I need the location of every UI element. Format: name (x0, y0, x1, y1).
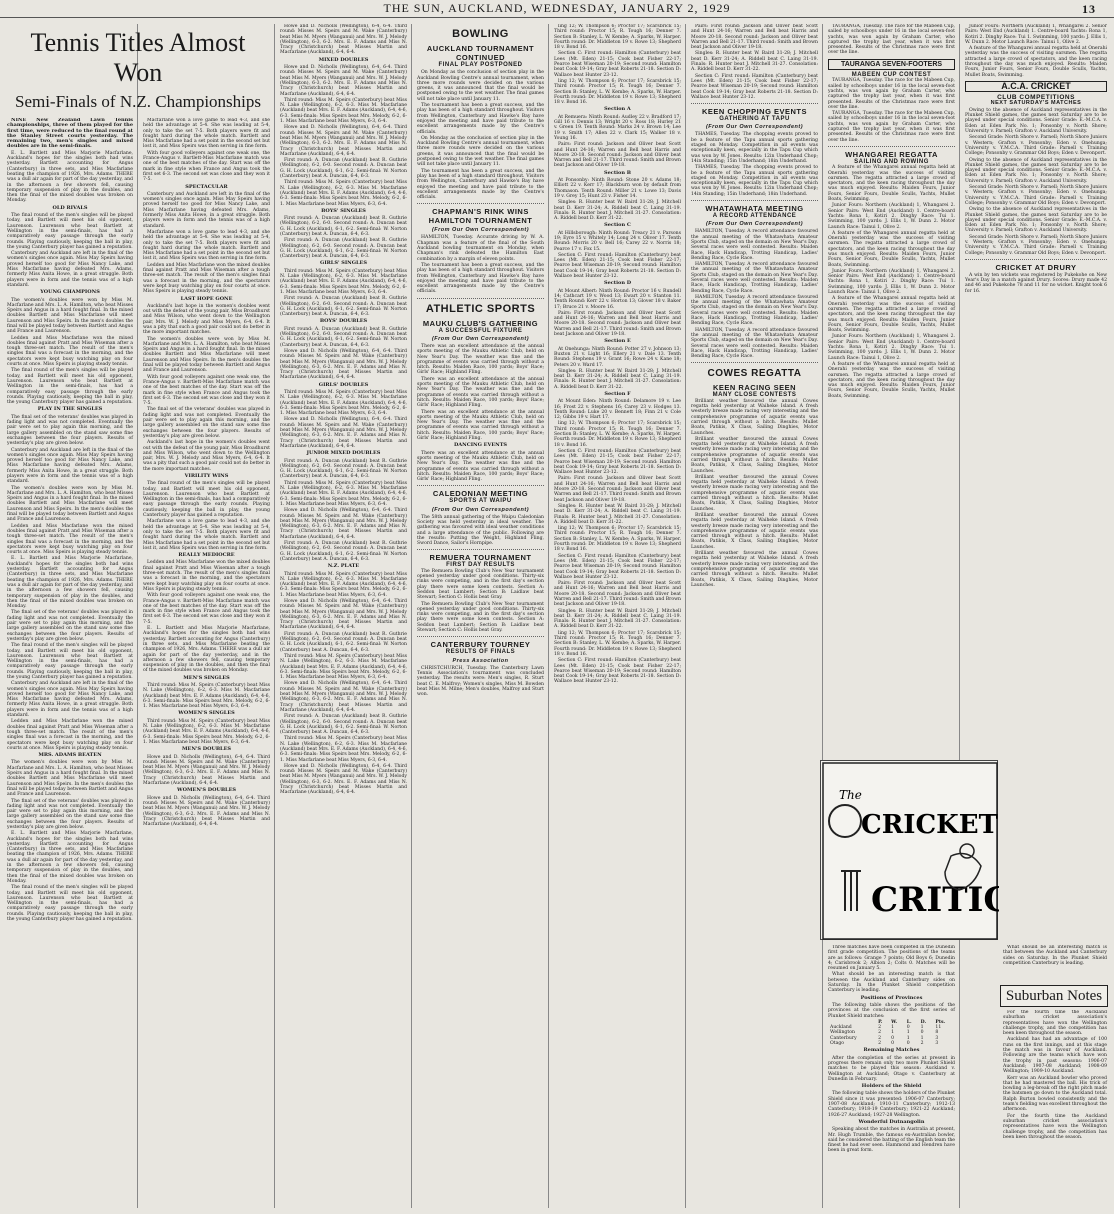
article-paragraph: Canterbury and Auckland are left in the final of the women's singles once again. Miss May Speirs having proved herself too good for Miss Nancy Lake, and Miss Macfarlane having defeated Mrs. Adams, formerly Miss Anita Howe, in a great struggle. Both players were in form and the tennis was of a high standard. (7, 447, 133, 485)
article-paragraph: Singles: R. Hunter beat W. Baird 31-28; J. Mitchell beat D. Kerr 31-24; A. Riddell beat C. Laing 31-19. Finals: R. Hunter beat J. Mitchell 31-27. Consolation: A. Riddell beat D. Kerr 31-22. (554, 608, 681, 630)
tauranga-title: TAURANGA SEVEN-FOOTERS (828, 59, 955, 70)
table-cell: 2 (920, 1041, 924, 1047)
article-paragraph: Canterbury and Auckland are left in the final of the women's singles once again. Miss May Speirs having proved herself too good for Miss Nancy Lake, and Miss Macfarlane having defeated Mrs. Adams, formerly Miss Anita Howe, in a great struggle. Both players were in form and the tennis was of a high standard. (143, 191, 270, 229)
article-paragraph: With four good volleyers against one weak one, the France-Angus v. Bartlett-Miss Macfarlane match was one of the best matches of the day. Start was off the mark in fine style when France and Angus took the first set 6-3. The second set was close and they won it 7-5. (143, 593, 270, 625)
subhead-last-hope: LAST HOPE GONE (180, 295, 233, 302)
article-paragraph: Second Grade: North Shore v. Parnell; North Shore Juniors v. Western; Grafton v. Ponsonby; Eden v. Onehunga; University v. Y.M.C.A. Third Grade: Parnell v. Training College; Ponsonby v. Grammar Old Boys; Eden v. Devonport. (965, 234, 1107, 256)
article-paragraph: First round: A. Duncan (Auckland) beat R. Guthrie (Wellington), 6-2, 6-0. Second round: A. Duncan beat G. H. Lock (Auckland), 6-1, 6-2. Semi-final: W. Norton (Canterbury) beat A. Duncan, 6-4, 6-3. (280, 238, 407, 260)
subhead-mens-singles: MEN'S SINGLES (183, 674, 230, 681)
divider (417, 298, 544, 299)
article-paragraph: The final set of the veterans' doubles was played in fading light and was not completed. Eventually the pair were set to play again this morning, and the large gallery assembled on the stand saw some fine exchanges between the four players. Results of yesterday's play are given below. (7, 610, 133, 642)
article-paragraph: Third round: Miss M. Speirs (Canterbury) beat Miss N. Lake (Wellington), 6-2, 6-3. Miss M. Macfarlane (Auckland) beat Mrs. E. F. Adams (Auckland), 6-4, 4-6, 6-3. Semi-finals: Miss Speirs beat Mrs. Melody, 6-2, 6-1. Miss Macfarlane beat Miss Myers, 6-3, 6-4. (280, 653, 407, 681)
article-paragraph: For the fourth time the Auckland suburban cricket association's representatives have won the Wellington challenge trophy, and the competition has been keen throughout the season. (1003, 1010, 1107, 1037)
article-paragraph: At Onehunga: Ninth Round: Potter 27 v. Johnson 13; Buxton 21 v. Light 16; Ellery 21 v. Dale 13. Tenth Round: Stephens 19 v. Grant 16; Rowe 24 v. Kane 18; Peters 20 v. Ward 17. (554, 346, 681, 368)
svg-text:The: The (839, 788, 862, 802)
article-paragraph: Second Grade: North Shore v. Parnell; North Shore Juniors v. Western; Grafton v. Ponsonby; Eden v. Onehunga; University v. Y.M.C.A. Third Grade: Parnell v. Training College; Ponsonby v. Grammar Old Boys; Eden v. Devonport. (965, 135, 1107, 157)
column-8-mid (1000, 945, 1110, 983)
article-paragraph: Brilliant weather favoured the annual Cowes regatta held yesterday at Waiheke Island. A fresh westerly breeze made racing very interesting and the comprehensive programme of aquatic events was carried through without a hitch. Results: Mullet Boats, Patikis, X Class, Sailing Dinghies, Motor Launches. (691, 398, 818, 436)
press-association: Press Association (452, 657, 509, 664)
remuera-title: REMUERA TOURNAMENT (429, 553, 532, 563)
correspondent-line: (From Our Own Correspondent) (431, 335, 530, 342)
article-paragraph: Canterbury and Auckland are left in the final of the women's singles once again. Miss May Speirs having proved herself too good for Miss Nancy Lake, and Miss Macfarlane having defeated Mrs. Adams, formerly Miss Anita Howe, in a great struggle. Both players were in form and the tennis was of a high standard. (7, 251, 133, 288)
column-rule (822, 24, 823, 1208)
critic-column (825, 945, 958, 1208)
chopping-title: KEEN CHOPPING EVENTS (701, 107, 808, 117)
article-paragraph: The 58th annual gathering of the Waipu Caledonian Society was held yesterday in ideal weather. The gathering was favoured with ideal weather conditions and a large attendance of the public. Following are the results: Putting the Weight, Highland Fling, Sword Dance, Sailor's Hornpipe. (417, 514, 544, 547)
svg-text:CRITIC: CRITIC (871, 880, 999, 920)
article-paragraph: The Remuera Bowling Club's New Year tournament opened yesterday under good conditions. Thirty-six rinks were competing, and in the first day's section play there were some keen contests. Section A: Seddon beat Lambert; Section B: Laidlaw beat Stewart; Section C: Hollis beat Gray. (417, 568, 544, 601)
article-paragraph: HAMILTON, Tuesday. A record attendance favoured the annual meeting of the Whatawhata Amateur Sports Club, staged on the domain on New Year's Day. Several races were well contested. Results: Maiden Race, Hack Handicap, Trotting Handicap, Ladies' Bending Race, Cycle Race. (691, 294, 818, 327)
article-paragraph: The following table shows the positions of the provinces at the conclusion of the first series of Plunket Shield matches: (828, 1002, 955, 1019)
article-paragraph: HAMILTON, Tuesday. Accurate driving by W. A. Chapman was a feature of the final of the South Auckland bowling tournament on Monday, when Chapman's rink defeated the Hamilton East combination by a margin of eleven points. (417, 235, 544, 262)
subhead-section-b: Section B (604, 169, 631, 176)
table-cell: 0 (906, 1025, 910, 1031)
article-paragraph: A win by ten wickets was registered by Pukekohe on New Year's Day in a match against Drury. Scores: Drury made 42 and 46 and Pukekohe 78 and 11 for no wicket. Knight took 6 for 16. (965, 272, 1107, 294)
article-paragraph: Singles: R. Hunter beat W. Baird 31-28; J. Mitchell beat D. Kerr 31-24; A. Riddell beat C. Laing 31-19. Finals: R. Hunter beat J. Mitchell 31-27. Consolation: A. Riddell beat D. Kerr 31-22. (691, 51, 818, 73)
article-paragraph: Howe and D. Nicholls (Wellington), 6-4, 6-4. Third round: Misses M. Speirs and M. Wake (Canterbury) beat Miss M. Myers (Wanganui) and Mrs. W. J. Melody (Wellington), 6-3, 6-2. Mrs. E. F. Adams and Miss N. Tracy (Christchurch) beat Misses Martin and Macfarlane (Auckland), 6-4, 6-4. (280, 417, 407, 449)
page-number: 13 (1082, 2, 1096, 16)
column-1 (4, 118, 136, 1208)
aca-cricket-title: A.C.A. CRICKET (965, 81, 1107, 92)
article-paragraph: Ledden and Miss Macfarlane won the mixed doubles final against Pratt and Miss Wiseman after a tough three-set match. The result of the men's singles final was a forecast in the morning, and the spectators were kept busy watching play on four courts at once. Miss Speirs is playing steady tennis. (143, 560, 271, 592)
article-paragraph: A feature of the Whangarei annual regatta held at Onerahi yesterday was the success of visiting oarsmen. The regatta attracted a large crowd of spectators, and the keen racing throughout the day was much enjoyed. Results: Maiden Fours, Junior Fours, Senior Fours, Double Sculls, Yachts, Mullet Boats, Swimming. (965, 46, 1107, 78)
article-paragraph: TAURANGA, Tuesday. The race for the Mabeen Cup, sailed by schoolboys under 16 in the local seven-foot yachts, was won again by Graham Carter, who captured the trophy last year, when it was first presented. Results of the Christmas race were first over the line. (828, 78, 955, 110)
article-paragraph: The women's doubles were won by Miss M. Macfarlane and Mrs. L. A. Hamilton, who beat Misses Speirs and Angus in a hard fought final. In the mixed doubles Bartlett and Miss Macfarlane will meet Laurenson and Miss Speirs. In the men's doubles the final will be played today between Bartlett and Angus and France and Laurenson. (7, 760, 133, 798)
article-paragraph: A feature of the Whangarei annual regatta held at Onerahi yesterday was the success of visiting oarsmen. The regatta attracted a large crowd of spectators, and the keen racing throughout the day was much enjoyed. Results: Maiden Fours, Junior Fours, Senior Fours, Double Sculls, Yachts, Mullet Boats, Swimming. (828, 296, 955, 334)
article-paragraph: First round: A. Duncan (Auckland) beat R. Guthrie (Wellington), 6-2, 6-0. Second round: A. Duncan beat G. H. Lock (Auckland), 6-1, 6-2. Semi-final: W. Norton (Canterbury) beat A. Duncan, 6-4, 6-3. (280, 326, 407, 348)
article-paragraph: Pairs: First round: Jackson and Oliver beat Scott and Hunt 24-16; Warren and Bell beat Harris and Moore 20-18. Second round: Jackson and Oliver beat Warren and Bell 21-17. Third round: Smith and Brown beat Jackson and Oliver 19-18. (691, 24, 818, 51)
column-2 (140, 118, 273, 1208)
table-cell: 11 (935, 1025, 942, 1031)
subhead-mixed-doubles: MIXED DOUBLES (318, 56, 369, 63)
subhead-spectacular: SPECTACULAR (185, 183, 228, 190)
article-paragraph: Section C: First round: Hamilton (Canterbury) beat Lees (Mt. Eden) 21-15; Cook beat Fisher 22-17; Pearce beat Wiseman 20-19; Second round: Hamilton beat Cook 19-14; Gray beat Roberts 21-18. Section D: Wallace beat Hunter 23-12. (554, 448, 681, 476)
finals-title: RESULTS OF FINALS (445, 649, 516, 656)
article-paragraph: At Ponsonby: Ninth Round: Stone 20 v. Adams 18; Elliott 22 v. Kerr 17; Blackburn won by default from Thomason. Tenth Round: Miller 21 v. Lowe 13; Davis 19 v. Grey 15; Hunt 23 v. Fisher 14. (554, 178, 681, 199)
article-paragraph: HAMILTON, Tuesday. A record attendance favoured the annual meeting of the Whatawhata Amateur Sports Club, staged on the domain on New Year's Day. Several races were well contested. Results: Maiden Race, Hack Handicap, Trotting Handicap, Ladies' Bending Race, Cycle Race. (691, 262, 818, 294)
table-cell: 1 (920, 1025, 924, 1031)
article-paragraph: The final round of the men's singles will be played today, and Bartlett will meet his old opponent, Laurenson. Laurenson who beat Bartlett at Wellington in the semi-finals, has had a comparatively easy passage through the early rounds. Playing cautiously, keeping the ball in play, the young Canterbury player has gained a reputation. (143, 481, 270, 519)
article-paragraph: HAMILTON, Tuesday. A record attendance favoured the annual meeting of the Whatawhata Amateur Sports Club, staged on the domain on New Year's Day. Several races were well contested. Results: Maiden Race, Hack Handicap, Trotting Handicap, Ladies' Bending Race, Cycle Race. (691, 229, 818, 261)
article-paragraph: The tournament has been a great success, and the play has been of a high standard throughout. Visitors from Wellington, Canterbury and Hawke's Bay have enjoyed the meeting and have paid tribute to the excellent arrangements made by the Centre's officials. (417, 103, 544, 135)
article-paragraph: Three matches have been completed in the Dunedin first grade competition. The positions of the teams are as follows: Grange 7 points; Old Boys 6; Dunedin 4; Carisbrook 2; Albion 2; Colts 0. Matches will be resumed on January 5. (828, 945, 955, 972)
article-paragraph: Section C: First round: Hamilton (Canterbury) beat Lees (Mt. Eden) 21-15; Cook beat Fisher 22-17; Pearce beat Wiseman 20-19; Second round: Hamilton beat Cook 19-14; Gray beat Roberts 21-18. Section D: Wallace beat Hunter 23-12. (554, 51, 681, 78)
table-cell: Canterbury (830, 1035, 857, 1041)
table-cell: 2 (878, 1025, 881, 1031)
subhead-mrs-adams: MRS. ADAMS BEATEN (38, 752, 102, 759)
canterbury-title: CANTERBURY TOURNEY (430, 640, 531, 650)
sports-waipu-title: SPORTS AT WAIPU (449, 498, 512, 505)
article-paragraph: CHRISTCHURCH, Tuesday. The Canterbury Lawn Tennis Association's tournament was concluded yesterday. The results were: Men's singles, R. Sturt beat C. E. Malfroy; Women's singles, Miss M. Bowden beat Miss M. Milne; Men's doubles, Malfroy and Sturt won. (417, 665, 544, 698)
article-paragraph: Macfarlane won a love game to lead 4-3, and she held the advantage at 5-4. She was leading at 5-4, only to take the set 7-5. Both players were fit and fought hard during the whole match. Bartlett and Miss Macfarlane had a set point in the second set but lost it, and Miss Speirs was then serving in fine form. (143, 519, 270, 551)
article-paragraph: A feature of the Whangarei annual regatta held at Onerahi yesterday was the success of visiting oarsmen. The regatta attracted a large crowd of spectators, and the keen racing throughout the day was much enjoyed. Results: Maiden Fours, Junior Fours, Senior Fours, Double Sculls, Yachts, Mullet Boats, Swimming. (828, 230, 955, 268)
article-paragraph: Auckland's last hope in the women's doubles went out with the defeat of the young pair, Miss Broadhurst and Miss Wilson, who went down to the Wellington pair, Mrs. W. J. Melody and Miss Myers, 6-4, 6-4. It was a pity that such a good pair could not do better in the more important matches. (143, 303, 270, 336)
article-paragraph: Singles: R. Hunter beat W. Baird 31-28; J. Mitchell beat D. Kerr 31-24; A. Riddell beat C. Laing 31-19. Finals: R. Hunter beat J. Mitchell 31-27. Consolation: A. Riddell beat D. Kerr 31-22. (554, 368, 681, 390)
article-paragraph: Third round: Miss M. Speirs (Canterbury) beat Miss N. Lake (Wellington), 6-2, 6-3. Miss M. Macfarlane (Auckland) beat Mrs. E. F. Adams (Auckland), 6-4, 4-6, 6-3. Semi-finals: Miss Speirs beat Mrs. Melody, 6-2, 6-1. Miss Macfarlane beat Miss Myers, 6-3, 6-4. (280, 390, 407, 417)
athletic-title: ATHLETIC SPORTS (425, 302, 536, 315)
tennis-semi-title: Semi-Finals of N.Z. Championships (14, 92, 262, 111)
article-paragraph: Auckland's last hope in the women's doubles went out with the defeat of the young pair, Miss Broadhurst and Miss Wilson, who went down to the Wellington pair, Mrs. W. J. Melody and Miss Myers, 6-4, 6-4. It was a pity that such a good pair could not do better in the more important matches. (143, 440, 270, 472)
divider (417, 636, 544, 637)
column-4 (414, 24, 547, 1208)
table-cell: Pts. (935, 1019, 946, 1025)
tennis-lede: NINE New Zealand Lawn Tennis championships, three of them played for the first time, were reduced to the final round at the Stanley Street courts yesterday. The remaining two, men's singles and mixed doubles are in the semi-finals. (7, 118, 133, 150)
article-paragraph: Singles: R. Hunter beat W. Baird 31-28; J. Mitchell beat D. Kerr 31-24; A. Riddell beat C. Laing 31-19. Finals: R. Hunter beat J. Mitchell 31-27. Consolation: A. Riddell beat D. Kerr 31-22. (554, 503, 681, 525)
table-cell: 2 (878, 1041, 881, 1047)
subhead-positions: Positions of Provinces (860, 994, 923, 1001)
table-cell: 0 (920, 1030, 924, 1036)
table-cell: W. (891, 1019, 898, 1025)
mauku-title: MAUKU CLUB'S GATHERING (422, 318, 539, 328)
article-paragraph: The tournament has been a great success, and the play has been of a high standard throughout. Visitors from Wellington, Canterbury and Hawke's Bay have enjoyed the meeting and have paid tribute to the excellent arrangements made by the Centre's officials. (417, 262, 544, 295)
article-paragraph: Howe and D. Nicholls (Wellington), 6-4, 6-4. Third round: Misses M. Speirs and M. Wake (Canterbury) beat Miss M. Myers (Wanganui) and Mrs. W. J. Melody (Wellington), 6-3, 6-2. Mrs. E. F. Adams and Miss N. Tracy (Christchurch) beat Misses Martin and Macfarlane (Auckland), 6-4, 6-4. (280, 125, 407, 157)
article-paragraph: The final round of the men's singles will be played today, and Bartlett will meet his old opponent, Laurenson. Laurenson who beat Bartlett at Wellington in the semi-finals, has had a comparatively easy passage through the early rounds. Playing cautiously, keeping the ball in play, the young Canterbury player has gained a reputation. (7, 885, 133, 923)
table-cell: 1 (891, 1030, 894, 1036)
sailing-title: SAILING AND ROWING (854, 158, 929, 165)
table-cell: 1 (891, 1025, 894, 1031)
article-paragraph: The final round of the men's singles will be played today, and Bartlett will meet his old opponent, Laurenson. Laurenson who beat Bartlett at Wellington in the semi-finals, has had a comparatively easy passage through the early rounds. Playing cautiously, keeping the ball in play, the young Canterbury player has gained a reputation. (7, 213, 133, 250)
subhead-boys-singles: BOYS' SINGLES (321, 207, 366, 214)
article-paragraph: At Remuera: Ninth Round: Audley 22 v. Bradford 17; Gill 16 v. Dennis 13; Wright 20 v. Ross 18; Hurley 21 v. Green 19. Tenth Round: Marks 24 v. Brown 14; Lee 19 v. Smith 17; Allen 22 v. Clark 15; Walker 18 v. Young 16. (554, 114, 681, 141)
article-paragraph: THAMES, Tuesday. The chopping events proved to be a feature of the Tapu annual sports gathering staged on Monday. Competition in all events was exceptionally keen, especially in the Tapu Cup which was won by W. Jones. Results: 12in Underhand Chop; 14in Standing; 15in Underhand; 18in Underhand. (691, 165, 818, 197)
article-paragraph: Ledden and Miss Macfarlane won the mixed doubles final against Pratt and Miss Wiseman after a tough three-set match. The result of the men's singles final was a forecast in the morning, and the spectators were kept busy watching play on four courts at once. Miss Speirs is playing steady tennis. (143, 262, 271, 295)
suburban-notes-title: Suburban Notes (1000, 985, 1108, 1007)
tennis-title: Tennis Titles Almost Won (30, 28, 246, 87)
subhead-womens-singles: WOMEN'S SINGLES (178, 710, 235, 717)
cricket-critic-logo (820, 760, 998, 940)
column-3 (277, 24, 410, 1208)
article-paragraph: Section C: First round: Hamilton (Canterbury) beat Lees (Mt. Eden) 21-15; Cook beat Fisher 22-17; Pearce beat Wiseman 20-19; Second round: Hamilton beat Cook 19-14; Gray beat Roberts 21-18. Section D: Wallace beat Hunter 23-12. (554, 553, 681, 580)
article-paragraph: First round: A. Duncan (Auckland) beat R. Guthrie (Wellington), 6-2, 6-0. Second round: A. Duncan beat G. H. Lock (Auckland), 6-1, 6-2. Semi-final: W. Norton (Canterbury) beat A. Duncan, 6-4, 6-3. (280, 216, 407, 237)
correspondent-line: (From Our Own Correspondent) (431, 227, 530, 234)
article-paragraph: THAMES, Tuesday. The chopping events proved to be a feature of the Tapu annual sports gathering staged on Monday. Competition in all events was exceptionally keen, especially in the Tapu Cup which was won by W. Jones. Results: 12in Underhand Chop; 14in Standing; 15in Underhand; 18in Underhand. (691, 132, 818, 164)
article-paragraph: Third round: Miss M. Speirs (Canterbury) beat Miss N. Lake (Wellington), 6-2, 6-3. Miss M. Macfarlane (Auckland) beat Mrs. E. F. Adams (Auckland), 6-4, 4-6, 6-3. Semi-finals: Miss Speirs beat Mrs. Melody, 6-2, 6-1. Miss Macfarlane beat Miss Myers, 6-3, 6-4. (280, 180, 407, 207)
table-cell: P. (878, 1019, 883, 1025)
article-paragraph: Auckland has had an advantage of 100 runs on the first innings, and at this stage the match was in favour of Auckland. Following are the teams which have won the trophy in past seasons: 1906-07 Auckland; 1907-08 Auckland; 1908-09 Wellington; 1909-10 Auckland. (1003, 1037, 1107, 1075)
table-row (828, 1030, 955, 1035)
caledonian-title: CALEDONIAN MEETING (432, 489, 529, 499)
subhead-nz-plate: N.Z. PLATE (327, 563, 360, 570)
close-contests-title: MANY CLOSE CONTESTS (712, 392, 797, 399)
suburban-column (1000, 1010, 1110, 1208)
column-8 (962, 24, 1110, 754)
article-paragraph: Third round: Miss M. Speirs (Canterbury) beat Miss N. Lake (Wellington), 6-2, 6-3. Miss M. Macfarlane (Auckland) beat Mrs. E. F. Adams (Auckland), 6-4, 4-6, 6-3. Semi-finals: Miss Speirs beat Mrs. Melody, 6-2, 6-1. Miss Macfarlane beat Miss Myers, 6-3, 6-4. (280, 480, 407, 507)
article-paragraph: First round: A. Duncan (Auckland) beat R. Guthrie (Wellington), 6-2, 6-0. Second round: A. Duncan beat G. H. Lock (Auckland), 6-1, 6-2. Semi-final: W. Norton (Canterbury) beat A. Duncan, 6-4, 6-3. (280, 458, 407, 480)
article-paragraph: Kerr was an Auckland bowler who proved that he had mastered the ball. His trick of bowling a leg-break off the right pitch made the batsmen go down to the Auckland total. Ralph Burton bowled consistently and the team's fielding was excellent throughout the afternoon. (1003, 1075, 1107, 1113)
subhead-section-e: Section E (604, 338, 631, 345)
article-paragraph: What should be an interesting match is that between the Auckland and Canterbury sides on Saturday. In the Plunket Shield competition Canterbury is leading. (828, 972, 955, 994)
article-paragraph: Howe and D. Nicholls (Wellington), 6-4, 6-4. Third round: Misses M. Speirs and M. Wake (Canterbury) beat Miss M. Myers (Wanganui) and Mrs. W. J. Melody (Wellington), 6-3, 6-2. Mrs. E. F. Adams and Miss N. Tracy (Christchurch) beat Misses Martin and Macfarlane (Auckland), 6-4, 6-4. (280, 24, 407, 56)
article-paragraph: There was an excellent attendance at the annual sports meeting of the Mauku Athletic Club, held on New Year's Day. The weather was fine and the programme of events was carried through without a hitch. Results: Maiden Race, 100 yards; Boys' Race; Girls' Race; Highland Fling. (417, 343, 544, 376)
first-day-title: FIRST DAY RESULTS (446, 562, 515, 569)
article-paragraph: Owing to the absence of Auckland representatives in the Plunket Shield games, the games next Saturday are to be played under special conditions. Senior Grade: E.-M.C.A. v. Eden at Eden Park No. 1; Ponsonby v. North Shore; University v. Parnell; Grafton v. Auckland University. (965, 107, 1107, 135)
article-paragraph: ling 12; W. Thompson 6; Proctor 17; Scarsbrick 15; Third round: Proctor 15; R. Tough 16; Denner 7. Section B: Stanley, L. W. Kembe; A. Sparks, W. Harper. Fourth round: Dr. Middleton 19 v. Rowe 13; Shepherd 18 v. Bond 16. (554, 630, 681, 657)
article-paragraph: Brilliant weather favoured the annual Cowes regatta held yesterday at Waiheke Island. A fresh westerly breeze made racing very interesting and the comprehensive programme of aquatic events was carried through without a hitch. Results: Mullet Boats, Patikis, X Class, Sailing Dinghies, Motor Launches. (691, 551, 818, 588)
table-cell: Auckland (830, 1025, 852, 1031)
article-paragraph: At Hillsborough: Ninth Round: Treacy 21 v. Parsons 19; Eyre 15 v. Whitely 14; Long 24 v. Oliver 17. Tenth Round: Morris 20 v. Bell 16; Carey 22 v. Norris 18; Pearce 17 v. Fox 15. (554, 230, 681, 252)
correspondent-line: (From Our Own Correspondent) (431, 506, 530, 513)
article-paragraph: Howe and D. Nicholls (Wellington), 6-4, 6-4. Third round: Misses M. Speirs and M. Wake (Canterbury) beat Miss M. Myers (Wanganui) and Mrs. W. J. Melody (Wellington), 6-3, 6-2. Mrs. E. F. Adams and Miss N. Tracy (Christchurch) beat Misses Martin and Macfarlane (Auckland), 6-4, 6-4. (143, 754, 270, 787)
article-paragraph: The women's doubles were won by Miss M. Macfarlane and Mrs. L. A. Hamilton, who beat Misses Speirs and Angus in a hard fought final. In the mixed doubles Bartlett and Miss Macfarlane will meet Laurenson and Miss Speirs. In the men's doubles the final will be played today between Bartlett and Angus and France and Laurenson. (7, 485, 133, 523)
article-paragraph: Brilliant weather favoured the annual Cowes regatta held yesterday at Waiheke Island. A fresh westerly breeze made racing very interesting and the comprehensive programme of aquatic events was carried through without a hitch. Results: Mullet Boats, Patikis, X Class, Sailing Dinghies, Motor Launches. (691, 436, 818, 474)
article-paragraph: Second Grade: North Shore v. Parnell; North Shore Juniors v. Western; Grafton v. Ponsonby; Eden v. Onehunga; University v. Y.M.C.A. Third Grade: Parnell v. Training College; Ponsonby v. Grammar Old Boys; Eden v. Devonport. (965, 185, 1107, 206)
article-paragraph: Section C: First round: Hamilton (Canterbury) beat Lees (Mt. Eden) 21-15; Cook beat Fisher 22-17; Pearce beat Wiseman 20-19; Second round: Hamilton beat Cook 19-14; Gray beat Roberts 21-18. Section D: Wallace beat Hunter 23-12. (554, 252, 681, 280)
mabeen-title: MABEEN CUP CONTEST (851, 72, 932, 79)
article-paragraph: At Mount Albert: Ninth Round: Proctor 16 v. Rundell 14; Cathcart 19 v. Wood 13; Ewart 20 v. Stanton 11. Tenth Round: Kerr 22 v. Horton 13; Glover 18 v. Baker 17; Bruce 21 v. Moore 16. (554, 288, 681, 310)
article-paragraph: ling 12; W. Thompson 6; Proctor 17; Scarsbrick 15; Third round: Proctor 15; R. Tough 16; Denner 7. Section B: Stanley, L. W. Kembe; A. Sparks, W. Harper. Fourth round: Dr. Middleton 19 v. Rowe 13; Shepherd 18 v. Bond 16. (554, 526, 681, 553)
bowling-sub2: FINAL PLAY POSTPONED (438, 62, 523, 68)
article-paragraph: Section C: First round: Hamilton (Canterbury) beat Lees (Mt. Eden) 21-15; Cook beat Fisher 22-17; Pearce beat Wiseman 20-19; Second round: Hamilton beat Cook 19-14; Gray beat Roberts 21-18. Section D: Wallace beat Hunter 23-12. (554, 658, 681, 685)
keen-racing-title: KEEN RACING SEEN (712, 383, 796, 393)
article-paragraph: What should be an interesting match is that between the Auckland and Canterbury sides on Saturday. In the Plunket Shield competition Canterbury is leading. (1003, 945, 1107, 966)
article-paragraph: With four good volleyers against one weak one, the France-Angus v. Bartlett-Miss Macfarlane match was one of the best matches of the day. Start was off the mark in fine style when France and Angus took the first set 6-3. The second set was close and they won it 7-5. (143, 374, 270, 407)
article-paragraph: Section C: First round: Hamilton (Canterbury) beat Lees (Mt. Eden) 21-15; Cook beat Fisher 22-17; Pearce beat Wiseman 20-19; Second round: Hamilton beat Cook 19-14; Gray beat Roberts 21-18. Section D: Wallace beat Hunter 23-12. (691, 73, 818, 100)
article-paragraph: First round: A. Duncan (Auckland) beat R. Guthrie (Wellington), 6-2, 6-0. Second round: A. Duncan beat G. H. Lock (Auckland), 6-1, 6-2. Semi-final: W. Norton (Canterbury) beat A. Duncan, 6-4, 6-3. (280, 714, 407, 736)
subhead-girls-doubles: GIRLS' DOUBLES (318, 381, 369, 388)
next-saturday-title: NEXT SATURDAY'S MATCHES (990, 99, 1082, 106)
article-paragraph: TAURANGA, Tuesday. The race for the Mabeen Cup, sailed by schoolboys under 16 in the local seven-foot yachts, was won again by Graham Carter, who captured the trophy last year, when it was first presented. Results of the Christmas race were first over the line. (828, 111, 955, 143)
article-paragraph: The final round of the men's singles will be played today, and Bartlett will meet his old opponent, Laurenson. Laurenson who beat Bartlett at Wellington in the semi-finals, has had a comparatively easy passage through the early rounds. Playing cautiously, keeping the ball in play, the young Canterbury player has gained a reputation. (7, 643, 133, 680)
record-title: A RECORD ATTENDANCE (712, 213, 797, 220)
article-paragraph: Third round: Miss M. Speirs (Canterbury) beat Miss N. Lake (Wellington), 6-2, 6-3. Miss M. Macfarlane (Auckland) beat Mrs. E. F. Adams (Auckland), 6-4, 4-6, 6-3. Semi-finals: Miss Speirs beat Mrs. Melody, 6-2, 6-1. Miss Macfarlane beat Miss Myers, 6-3, 6-4. (280, 736, 407, 763)
article-paragraph: TAURANGA, Tuesday. The race for the Mabeen Cup, sailed by schoolboys under 16 in the local seven-foot yachts, was won again by Graham Carter, who captured the trophy last year, when it was first presented. Results of the Christmas race were first over the line. (828, 24, 955, 56)
article-paragraph: Junior Fours: Northern (Auckland) 1, Whangarei 2. Senior Pairs: West End (Auckland) 1. Centre-board Yachts: Rona 1, Kotiri 2. Dinghy Race: Tui 1. Swimming, 100 yards: J. Ellis 1, W. Dunn 2. Motor Launch Race: Tainui 1, Olive 2. (965, 24, 1107, 45)
masthead-title: THE SUN, AUCKLAND, WEDNESDAY, JANUARY 2, 1929 (383, 1, 731, 15)
bowling-sub: AUCKLAND TOURNAMENT CONTINUED (426, 44, 535, 62)
divider (417, 485, 544, 486)
table-cell: 8 (935, 1030, 939, 1036)
article-paragraph: Howe and D. Nicholls (Wellington), 6-4, 6-4. Third round: Misses M. Speirs and M. Wake (Canterbury) beat Miss M. Myers (Wanganui) and Mrs. W. J. Melody (Wellington), 6-3, 6-2. Mrs. E. F. Adams and Miss N. Tracy (Christchurch) beat Misses Martin and Macfarlane (Auckland), 6-4, 6-4. (143, 795, 270, 828)
article-paragraph: Howe and D. Nicholls (Wellington), 6-4, 6-4. Third round: Misses M. Speirs and M. Wake (Canterbury) beat Miss M. Myers (Wanganui) and Mrs. W. J. Melody (Wellington), 6-3, 6-2. Mrs. E. F. Adams and Miss N. Tracy (Christchurch) beat Misses Martin and Macfarlane (Auckland), 6-4, 6-4. (280, 65, 407, 97)
column-rule (137, 24, 138, 1208)
article-paragraph: Third round: Miss M. Speirs (Canterbury) beat Miss N. Lake (Wellington), 6-2, 6-3. Miss M. Macfarlane (Auckland) beat Mrs. E. F. Adams (Auckland), 6-4, 4-6, 6-3. Semi-finals: Miss Speirs beat Mrs. Melody, 6-2, 6-1. Miss Macfarlane beat Miss Myers, 6-3, 6-4. (280, 268, 407, 295)
divider (691, 362, 818, 363)
article-paragraph: The following table shows the holders of the Plunket Shield since it was presented: 1906-07 Canterbury; 1907-08 Auckland; 1910-11 Canterbury; 1912-13 Canterbury; 1918-19 Canterbury; 1921-22 Auckland; 1926-27 Auckland; 1927-28 Wellington. (828, 1091, 955, 1118)
bowling-title: BOWLING (452, 28, 509, 40)
table-cell: 2 (878, 1035, 881, 1041)
article-paragraph: Third round: Miss M. Speirs (Canterbury) beat Miss N. Lake (Wellington), 6-2, 6-3. Miss M. Macfarlane (Auckland) beat Mrs. E. F. Adams (Auckland), 6-4, 4-6, 6-3. Semi-finals: Miss Speirs beat Mrs. Melody, 6-2, 6-1. Miss Macfarlane beat Miss Myers, 6-3, 6-4. (280, 571, 407, 598)
article-paragraph: Brilliant weather favoured the annual Cowes regatta held yesterday at Waiheke Island. A fresh westerly breeze made racing very interesting and the comprehensive programme of aquatic events was carried through without a hitch. Results: Mullet Boats, Patikis, X Class, Sailing Dinghies, Motor Launches. (691, 474, 818, 512)
subhead-virility-wins: VIRILITY WINS (184, 473, 229, 479)
article-paragraph: The women's doubles were won by Miss M. Macfarlane and Mrs. L. A. Hamilton, who beat Misses Speirs and Angus in a hard fought final. In the mixed doubles Bartlett and Miss Macfarlane will meet Laurenson and Miss Speirs. In the men's doubles the final will be played today between Bartlett and Angus and France and Laurenson. (7, 297, 133, 335)
article-paragraph: There was an excellent attendance at the annual sports meeting of the Mauku Athletic Club, held on New Year's Day. The weather was fine and the programme of events was carried through without a hitch. Results: Maiden Race, 100 yards; Boys' Race; Girls' Race; Highland Fling. (417, 409, 544, 442)
article-paragraph: Macfarlane won a love game to lead 4-3, and she held the advantage at 5-4. She was leading at 5-4, only to take the set 7-5. Both players were fit and fought hard during the whole match. Bartlett and Miss Macfarlane had a set point in the second set but lost it, and Miss Speirs was then serving in fine form. (143, 229, 270, 262)
article-paragraph: Speaking about the matches in Australia at present, Mr. Hugh Trumble, the famous ex-Australian bowler, said he considered the batting of the English team the finest he had ever seen. Hammond and Hendren have been in great form. (828, 1127, 955, 1154)
divider (965, 259, 1107, 260)
article-paragraph: A feature of the Whangarei annual regatta held at Onerahi yesterday was the success of visiting oarsmen. The regatta attracted a large crowd of spectators, and the keen racing throughout the day was much enjoyed. Results: Maiden Fours, Junior Fours, Senior Fours, Double Sculls, Yachts, Mullet Boats, Swimming. (828, 165, 955, 203)
table-row (828, 1041, 955, 1046)
table-cell: 1 (906, 1035, 910, 1041)
article-paragraph: Owing to the absence of Auckland representatives in the Plunket Shield games, the games next Saturday are to be played under special conditions. Senior Grade: E.-M.C.A. v. Eden at Eden Park No. 1; Ponsonby v. North Shore; University v. Parnell; Grafton v. Auckland University. (965, 157, 1107, 184)
table-cell: Otago (830, 1041, 845, 1047)
article-paragraph: HAMILTON, Tuesday. A record attendance favoured the annual meeting of the Whatawhata Amateur Sports Club, staged on the domain on New Year's Day. Several races were well contested. Results: Maiden Race, Hack Handicap, Trotting Handicap, Ladies' Bending Race, Cycle Race. (691, 327, 818, 360)
subhead-section-d: Section D (603, 280, 632, 287)
article-paragraph: Ledden and Miss Macfarlane won the mixed doubles final against Pratt and Miss Wiseman after a tough three-set match. The result of the men's singles final was a forecast in the morning, and the spectators were kept busy watching play on four courts at once. Miss Speirs is playing steady tennis. (7, 335, 133, 368)
article-paragraph: Canterbury and Auckland are left in the final of the women's singles once again. Miss May Speirs having proved herself too good for Miss Nancy Lake, and Miss Macfarlane having defeated Mrs. Adams, formerly Miss Anita Howe, in a great struggle. Both players were in form and the tennis was of a high standard. (7, 681, 133, 719)
correspondent-line: (From Our Own Correspondent) (705, 124, 804, 131)
table-cell: L. (906, 1019, 912, 1025)
article-paragraph: Howe and D. Nicholls (Wellington), 6-4, 6-4. Third round: Misses M. Speirs and M. Wake (Canterbury) beat Miss M. Myers (Wanganui) and Mrs. W. J. Melody (Wellington), 6-3, 6-2. Mrs. E. F. Adams and Miss N. Tracy (Christchurch) beat Misses Martin and Macfarlane (Auckland), 6-4, 6-4. (280, 508, 407, 540)
svg-text:CRICKET: CRICKET (861, 810, 998, 840)
article-paragraph: Junior Fours: Northern (Auckland) 1, Whangarei 2. Senior Pairs: West End (Auckland) 1. Centre-board Yachts: Rona 1, Kotiri 2. Dinghy Race: Tui 1. Swimming, 100 yards: J. Ellis 1, W. Dunn 2. Motor Launch Race: Tainui 1, Olive 2. (828, 203, 955, 230)
table-cell: Wellington (830, 1030, 855, 1036)
subhead-section-f: Section F (604, 391, 631, 397)
article-paragraph: The final set of the veterans' doubles was played in fading light and was not completed. Eventually the pair were set to play again this morning, and the large gallery assembled on the stand saw some fine exchanges between the four players. Results of yesterday's play are given below. (7, 798, 133, 830)
article-paragraph: Third round: Miss M. Speirs (Canterbury) beat Miss N. Lake (Wellington), 6-2, 6-3. Miss M. Macfarlane (Auckland) beat Mrs. E. F. Adams (Auckland), 6-4, 4-6, 6-3. Semi-finals: Miss Speirs beat Mrs. Melody, 6-2, 6-1. Miss Macfarlane beat Miss Myers, 6-3, 6-4. (143, 718, 270, 745)
divider (691, 200, 818, 201)
subhead-young-champions: YOUNG CHAMPIONS (40, 289, 100, 296)
article-paragraph: On Monday as the conclusion of section play in the Auckland Bowling Centre's annual tournament, when three more rounds were decided on the various greens, it was announced that the final would be postponed owing to the wet weather. The final games will not take place until January 11. (417, 135, 544, 168)
article-paragraph: Junior Fours: Northern (Auckland) 1, Whangarei 2. Senior Pairs: West End (Auckland) 1. Centre-board Yachts: Rona 1, Kotiri 2. Dinghy Race: Tui 1. Swimming, 100 yards: J. Ellis 1, W. Dunn 2. Motor Launch Race: Tainui 1, Olive 2. (828, 268, 955, 296)
article-paragraph: At Mount Eden: Ninth Round: Delamore 19 v. Lee 16; Frost 22 v. Stephens 16; Carey 23 v. Hodges 13. Tenth Round: Luke 20 v. Bennett 18; Finn 21 v. Cole 12; Gibbs 19 v. Hart 17. (554, 399, 681, 421)
article-paragraph: The Remuera Bowling Club's New Year tournament opened yesterday under good conditions. Thirty-six rinks were competing, and in the first day's section play there were some keen contests. Section A: Seddon beat Lambert; Section B: Laidlaw beat Stewart; Section C: Hollis beat Gray. (417, 601, 544, 634)
table-cell: 1 (906, 1030, 910, 1036)
subhead-girls-singles: GIRLS' SINGLES (320, 260, 367, 267)
article-paragraph: Owing to the absence of Auckland representatives in the Plunket Shield games, the games next Saturday are to be played under special conditions. Senior Grade: E.-M.C.A. v. Eden at Eden Park No. 1; Ponsonby v. North Shore; University v. Parnell; Grafton v. Auckland University. (965, 207, 1107, 234)
article-paragraph: Pairs: First round: Jackson and Oliver beat Scott and Hunt 24-16; Warren and Bell beat Harris and Moore 20-18. Second round: Jackson and Oliver beat Warren and Bell 21-17. Third round: Smith and Brown beat Jackson and Oliver 19-18. (554, 310, 681, 338)
article-paragraph: For the fourth time the Auckland suburban cricket association's representatives have won the Wellington challenge trophy, and the competition has been keen throughout the season. (1003, 1113, 1107, 1140)
column-6 (688, 24, 821, 1208)
divider (828, 146, 955, 147)
column-5 (551, 24, 684, 1208)
subhead-wonderful: Wonderful Dutnangolin (858, 1118, 925, 1125)
article-paragraph: Brilliant weather favoured the annual Cowes regatta held yesterday at Waiheke Island. A fresh westerly breeze made racing very interesting and the comprehensive programme of aquatic events was carried through without a hitch. Results: Mullet Boats, Patikis, X Class, Sailing Dinghies, Motor Launches. (691, 512, 818, 550)
table-cell: D. (920, 1019, 927, 1025)
cowes-title: COWES REGATTA (707, 368, 802, 380)
table-cell: 1 (920, 1035, 924, 1041)
column-7 (825, 24, 958, 754)
article-paragraph: Howe and D. Nicholls (Wellington), 6-4, 6-4. Third round: Misses M. Speirs and M. Wake (Canterbury) beat Miss M. Myers (Wanganui) and Mrs. W. J. Melody (Wellington), 6-3, 6-2. Mrs. E. F. Adams and Miss N. Tracy (Christchurch) beat Misses Martin and Macfarlane (Auckland), 6-4, 6-4. (280, 681, 407, 713)
article-paragraph: ling 12; W. Thompson 6; Proctor 17; Scarsbrick 15; Third round: Proctor 15; R. Tough 16; Denner 7. Section B: Stanley, L. W. Kembe; A. Sparks, W. Harper. Fourth round: Dr. Middleton 19 v. Rowe 13; Shepherd 18 v. Bond 16. (554, 78, 681, 106)
article-paragraph: ling 12; W. Thompson 6; Proctor 17; Scarsbrick 15; Third round: Proctor 15; R. Tough 16; Denner 7. Section B: Stanley, L. W. Kembe; A. Sparks, W. Harper. Fourth round: Dr. Middleton 19 v. Rowe 13; Shepherd 18 v. Bond 16. (554, 24, 681, 51)
positions-table (828, 1020, 955, 1046)
subhead-really-mediocre: REALLY MEDIOCRE (178, 552, 235, 559)
subhead-junior-mixed: JUNIOR MIXED DOUBLES (306, 450, 381, 457)
subhead-play-singles: PLAY IN THE SINGLES (37, 406, 103, 413)
article-paragraph: First round: A. Duncan (Auckland) beat R. Guthrie (Wellington), 6-2, 6-0. Second round: A. Duncan beat G. H. Lock (Auckland), 6-1, 6-2. Semi-final: W. Norton (Canterbury) beat A. Duncan, 6-4, 6-3. (280, 158, 407, 180)
article-paragraph: The women's doubles were won by Miss M. Macfarlane and Mrs. L. A. Hamilton, who beat Misses Speirs and Angus in a hard fought final. In the mixed doubles Bartlett and Miss Macfarlane will meet Laurenson and Miss Speirs. In the men's doubles the final will be played today between Bartlett and Angus and France and Laurenson. (143, 336, 270, 374)
column-rule (274, 24, 275, 1208)
article-paragraph: ling 12; W. Thompson 6; Proctor 17; Scarsbrick 15; Third round: Proctor 15; R. Tough 16; Denner 7. Section B: Stanley, L. W. Kembe; A. Sparks, W. Harper. Fourth round: Dr. Middleton 19 v. Rowe 13; Shepherd 18 v. Bond 16. (554, 421, 681, 448)
article-paragraph: There was an excellent attendance at the annual sports meeting of the Mauku Athletic Club, held on New Year's Day. The weather was fine and the programme of events was carried through without a hitch. Results: Maiden Race, 100 yards; Boys' Race; Girls' Race; Highland Fling. (417, 376, 544, 409)
article-paragraph: E. L. Bartlett and Miss Marjorie Macfarlane, Auckland's hopes for the singles both had wins yesterday. Bartlett accounting for Angus (Canterbury) in three sets, and Miss Macfarlane beating the champion of 1926, Mrs. Adams. THERE was a dull air again for part of the day yesterday, and in the afternoon a few showers fell, causing temporary suspension of play in the doubles, and then the final of the mixed doubles was broken on Monday. (7, 556, 133, 610)
subhead-dancing: DANCING EVENTS (453, 442, 508, 449)
article-paragraph: A feature of the Whangarei annual regatta held at Onerahi yesterday was the success of visiting oarsmen. The regatta attracted a large crowd of spectators, and the keen racing throughout the day was much enjoyed. Results: Maiden Fours, Junior Fours, Senior Fours, Double Sculls, Yachts, Mullet Boats, Swimming. (828, 361, 955, 399)
subhead-section-a: Section A (604, 106, 631, 113)
article-paragraph: E. L. Bartlett and Miss Marjorie Macfarlane, Auckland's hopes for the singles both had wins yesterday. Bartlett accounting for Angus (Canterbury) in three sets, and Miss Macfarlane beating the champion of 1926, Mrs. Adams. THERE was a dull air again for part of the day yesterday, and in the afternoon a few showers fell, causing temporary suspension of play in the doubles, and then the final of the mixed doubles was broken on Monday. (7, 831, 133, 884)
article-paragraph: First round: A. Duncan (Auckland) beat R. Guthrie (Wellington), 6-2, 6-0. Second round: A. Duncan beat G. H. Lock (Auckland), 6-1, 6-2. Semi-final: W. Norton (Canterbury) beat A. Duncan, 6-4, 6-3. (280, 541, 407, 562)
subhead-holders: Holders of the Shield (861, 1083, 922, 1090)
divider (417, 203, 544, 204)
article-paragraph: First round: A. Duncan (Auckland) beat R. Guthrie (Wellington), 6-2, 6-0. Second round: A. Duncan beat G. H. Lock (Auckland), 6-1, 6-2. Semi-final: W. Norton (Canterbury) beat A. Duncan, 6-4, 6-3. (280, 631, 407, 653)
article-paragraph: The final set of the veterans' doubles was played in fading light and was not completed. Eventually the pair were set to play again this morning, and the large gallery assembled on the stand saw some fine exchanges between the four players. Results of yesterday's play are given below. (7, 414, 133, 447)
article-paragraph: E. L. Bartlett and Miss Marjorie Macfarlane, Auckland's hopes for the singles both had wins yesterday. Bartlett accounting for Angus (Canterbury) in three sets, and Miss Macfarlane beating the champion of 1926, Mrs. Adams. THERE was a dull air again for part of the day yesterday, and in the afternoon a few showers fell, causing temporary suspension of play in the doubles, and then the final of the mixed doubles was broken on Monday. (143, 626, 270, 674)
subhead-old-rivals: OLD RIVALS (52, 204, 88, 211)
article-paragraph: Singles: R. Hunter beat W. Baird 31-28; J. Mitchell beat D. Kerr 31-24; A. Riddell beat C. Laing 31-19. Finals: R. Hunter beat J. Mitchell 31-27. Consolation: A. Riddell beat D. Kerr 31-22. (554, 200, 681, 222)
table-cell: 2 (878, 1030, 881, 1036)
chopping-sub: GATHERING AT TAPU (719, 116, 790, 123)
article-paragraph: After the completion of the series at present in progress there remain only two more Plunket Shield matches to be played this season: Auckland v. Wellington at Auckland; Otago v. Canterbury at Dunedin in February. (828, 1055, 955, 1082)
article-paragraph: On Monday as the conclusion of section play in the Auckland Bowling Centre's annual tournament, when three more rounds were decided on the various greens, it was announced that the final would be postponed owing to the wet weather. The final games will not take place until January 11. (417, 70, 544, 102)
cricket-critic-illustration (821, 761, 999, 941)
divider (417, 549, 544, 550)
table-cell: 3 (935, 1035, 939, 1041)
whatawhata-title: WHATAWHATA MEETING (705, 204, 804, 214)
subhead-mens-doubles: MEN'S DOUBLES (181, 746, 231, 753)
article-paragraph: Howe and D. Nicholls (Wellington), 6-4, 6-4. Third round: Misses M. Speirs and M. Wake (Canterbury) beat Miss M. Myers (Wanganui) and Mrs. W. J. Melody (Wellington), 6-3, 6-2. Mrs. E. F. Adams and Miss N. Tracy (Christchurch) beat Misses Martin and Macfarlane (Auckland), 6-4, 6-4. (280, 763, 407, 796)
article-paragraph: Howe and D. Nicholls (Wellington), 6-4, 6-4. Third round: Misses M. Speirs and M. Wake (Canterbury) beat Miss M. Myers (Wanganui) and Mrs. W. J. Melody (Wellington), 6-3, 6-2. Mrs. E. F. Adams and Miss N. Tracy (Christchurch) beat Misses Martin and Macfarlane (Auckland), 6-4, 6-4. (280, 598, 407, 631)
article-paragraph: Junior Fours: Northern (Auckland) 1, Whangarei 2. Senior Pairs: West End (Auckland) 1. Centre-board Yachts: Rona 1, Kotiri 2. Dinghy Race: Tui 1. Swimming, 100 yards: J. Ellis 1, W. Dunn 2. Motor Launch Race: Tainui 1, Olive 2. (828, 334, 955, 361)
column-rule (411, 24, 412, 1208)
article-paragraph: Pairs: First round: Jackson and Oliver beat Scott and Hunt 24-16; Warren and Bell beat Harris and Moore 20-18. Second round: Jackson and Oliver beat Warren and Bell 21-17. Third round: Smith and Brown beat Jackson and Oliver 19-18. (554, 476, 681, 503)
drury-title: CRICKET AT DRURY (995, 262, 1077, 272)
article-paragraph: The final round of the men's singles will be played today, and Bartlett will meet his old opponent, Laurenson. Laurenson who beat Bartlett at Wellington in the semi-finals, has had a comparatively easy passage through the early rounds. Playing cautiously, keeping the ball in play, the young Canterbury player has gained a reputation. (7, 368, 133, 406)
column-rule (685, 24, 686, 1208)
table-cell: 3 (935, 1041, 939, 1047)
article-paragraph: Macfarlane won a love game to lead 4-3, and she held the advantage at 5-4. She was leading at 5-4, only to take the set 7-5. Both players were fit and fought hard during the whole match. Bartlett and Miss Macfarlane had a set point in the second set but lost it, and Miss Speirs was then serving in fine form. (143, 118, 270, 150)
tennis-header (4, 24, 272, 114)
article-paragraph: There was an excellent attendance at the annual sports meeting of the Mauku Athletic Club, held on New Year's Day. The weather was fine and the programme of events was carried through without a hitch. Results: Maiden Race, 100 yards; Boys' Race; Girls' Race; Highland Fling. (417, 450, 544, 483)
column-rule (959, 24, 960, 1208)
chapmans-title: CHAPMAN'S RINK WINS HAMILTON TOURNAMENT (428, 207, 533, 226)
table-cell: 0 (891, 1035, 894, 1041)
whangarei-title: WHANGAREI REGATTA (845, 149, 938, 159)
correspondent-line: (From Our Own Correspondent) (705, 221, 804, 228)
article-paragraph: E. L. Bartlett and Miss Marjorie Macfarlane, Auckland's hopes for the singles both had wins yesterday. Bartlett accounting for Angus (Canterbury) in three sets, and Miss Macfarlane beating the champion of 1926, Mrs. Adams. THERE was a dull air again for part of the day yesterday, and in the afternoon a few showers fell, causing temporary suspension of play in the doubles, and then the final of the mixed doubles was broken on Monday. (7, 150, 133, 204)
subhead-section-c: Section C (604, 222, 631, 229)
article-paragraph: Third round: Miss M. Speirs (Canterbury) beat Miss N. Lake (Wellington), 6-2, 6-3. Miss M. Macfarlane (Auckland) beat Mrs. E. F. Adams (Auckland), 6-4, 4-6, 6-3. Semi-finals: Miss Speirs beat Mrs. Melody, 6-2, 6-1. Miss Macfarlane beat Miss Myers, 6-3, 6-4. (143, 682, 270, 710)
article-paragraph: The tournament has been a great success, and the play has been of a high standard throughout. Visitors from Wellington, Canterbury and Hawke's Bay have enjoyed the meeting and have paid tribute to the excellent arrangements made by the Centre's officials. (417, 168, 544, 201)
article-paragraph: Third round: Miss M. Speirs (Canterbury) beat Miss N. Lake (Wellington), 6-2, 6-3. Miss M. Macfarlane (Auckland) beat Mrs. E. F. Adams (Auckland), 6-4, 4-6, 6-3. Semi-finals: Miss Speirs beat Mrs. Melody, 6-2, 6-1. Miss Macfarlane beat Miss Myers, 6-3, 6-4. (280, 97, 407, 125)
article-paragraph: Pairs: First round: Jackson and Oliver beat Scott and Hunt 24-16; Warren and Bell beat Harris and Moore 20-18. Second round: Jackson and Oliver beat Warren and Bell 21-17. Third round: Smith and Brown beat Jackson and Oliver 19-18. (554, 142, 681, 169)
column-rule (548, 24, 549, 1208)
article-paragraph: With four good volleyers against one weak one, the France-Angus v. Bartlett-Miss Macfarlane match was one of the best matches of the day. Start was off the mark in fine style when France and Angus took the first set 6-3. The second set was close and they won it 7-5. (143, 150, 270, 183)
masthead (0, 0, 1114, 18)
subhead-remaining: Remaining Matches (863, 1047, 920, 1054)
divider (691, 103, 818, 104)
club-comp-title: CLUB COMPETITIONS (997, 94, 1075, 102)
article-paragraph: The final set of the veterans' doubles was played in fading light and was not completed. Eventually the pair were set to play again this morning, and the large gallery assembled on the stand saw some fine exchanges between the four players. Results of yesterday's play are given below. (143, 407, 270, 439)
article-paragraph: First round: A. Duncan (Auckland) beat R. Guthrie (Wellington), 6-2, 6-0. Second round: A. Duncan beat G. H. Lock (Auckland), 6-1, 6-2. Semi-final: W. Norton (Canterbury) beat A. Duncan, 6-4, 6-3. (280, 296, 407, 318)
subhead-boys-doubles: BOYS' DOUBLES (319, 318, 368, 325)
successful-title: A SUCCESSFUL FIXTURE (438, 327, 523, 334)
table-cell: 0 (906, 1041, 910, 1047)
article-paragraph: Pairs: First round: Jackson and Oliver beat Scott and Hunt 24-16; Warren and Bell beat Harris and Moore 20-18. Second round: Jackson and Oliver beat Warren and Bell 21-17. Third round: Smith and Brown beat Jackson and Oliver 19-18. (554, 581, 681, 608)
table-cell: 0 (891, 1041, 894, 1047)
article-paragraph: Ledden and Miss Macfarlane won the mixed doubles final against Pratt and Miss Wiseman after a tough three-set match. The result of the men's singles final was a forecast in the morning, and the spectators were kept busy watching play on four courts at once. Miss Speirs is playing steady tennis. (7, 523, 133, 556)
article-paragraph: Ledden and Miss Macfarlane won the mixed doubles final against Pratt and Miss Wiseman after a tough three-set match. The result of the men's singles final was a forecast in the morning, and the spectators were kept busy watching play on four courts at once. Miss Speirs is playing steady tennis. (7, 719, 133, 751)
subhead-womens-doubles: WOMEN'S DOUBLES (177, 787, 236, 794)
article-paragraph: Howe and D. Nicholls (Wellington), 6-4, 6-4. Third round: Misses M. Speirs and M. Wake (Canterbury) beat Miss M. Myers (Wanganui) and Mrs. W. J. Melody (Wellington), 6-3, 6-2. Mrs. E. F. Adams and Miss N. Tracy (Christchurch) beat Misses Martin and Macfarlane (Auckland), 6-4, 6-4. (280, 348, 407, 381)
